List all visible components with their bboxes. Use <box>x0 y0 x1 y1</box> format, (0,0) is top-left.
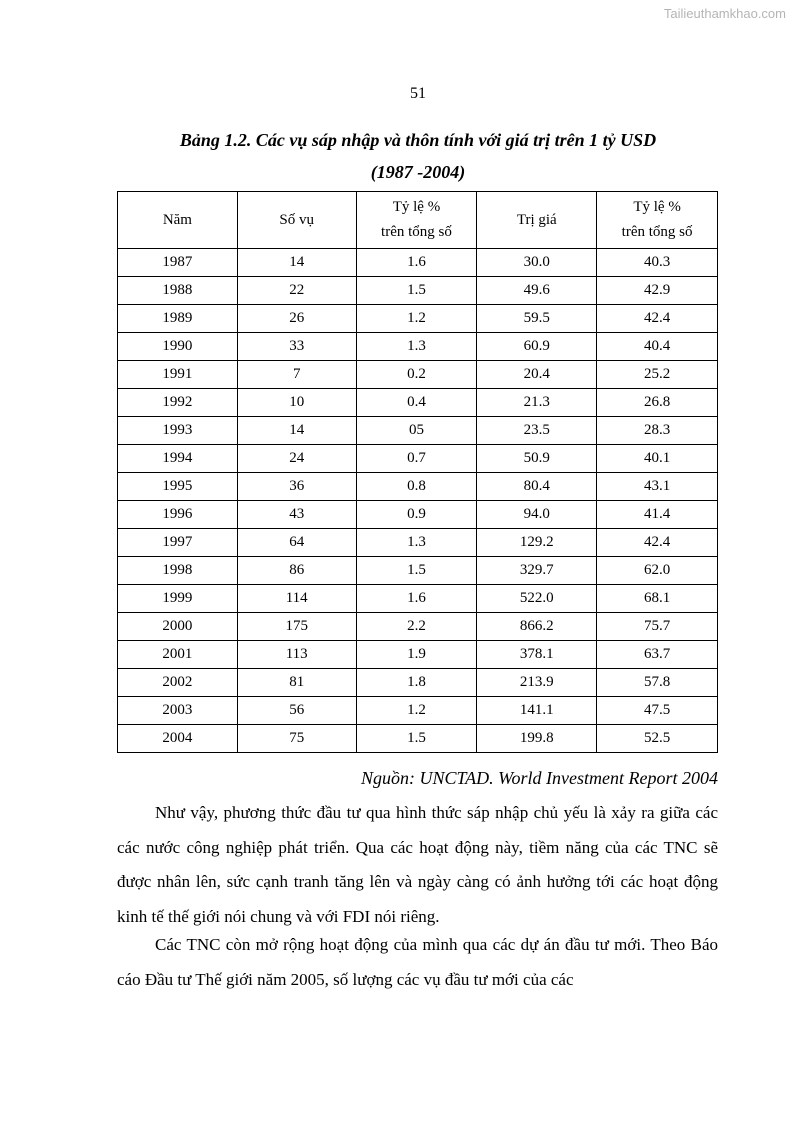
table-caption-years: (1987 -2004) <box>370 162 466 182</box>
table-row <box>118 277 718 305</box>
cell-value-percent: 26.8 <box>597 389 718 417</box>
cell-count-percent: 1.5 <box>356 725 477 753</box>
table-row <box>118 305 718 333</box>
table-row <box>118 473 718 501</box>
cell-count: 14 <box>237 417 356 445</box>
cell-value-percent: 40.4 <box>597 333 718 361</box>
cell-value: 50.9 <box>477 445 597 473</box>
cell-value: 59.5 <box>477 305 597 333</box>
cell-count: 36 <box>237 473 356 501</box>
cell-value-percent: 42.4 <box>597 529 718 557</box>
watermark-text: Tailieuthamkhao.com <box>663 6 786 21</box>
cell-value-percent: 47.5 <box>597 697 718 725</box>
cell-count-percent: 0.2 <box>356 361 477 389</box>
cell-value-percent: 68.1 <box>597 585 718 613</box>
cell-count: 24 <box>237 445 356 473</box>
header-value-percent-line1: Tỷ lệ % <box>633 199 681 215</box>
cell-year: 1991 <box>118 361 238 389</box>
table-body <box>118 249 718 753</box>
cell-year: 1992 <box>118 389 238 417</box>
table-row <box>118 669 718 697</box>
table-row <box>118 445 718 473</box>
cell-year: 1997 <box>118 529 238 557</box>
cell-count: 33 <box>237 333 356 361</box>
cell-value: 329.7 <box>477 557 597 585</box>
cell-value: 199.8 <box>477 725 597 753</box>
cell-count-percent: 0.8 <box>356 473 477 501</box>
table-row <box>118 501 718 529</box>
source-note: Nguồn: UNCTAD. World Investment Report 2004 <box>361 768 718 788</box>
cell-value: 378.1 <box>477 641 597 669</box>
cell-count-percent: 1.5 <box>356 557 477 585</box>
header-count-percent-line1: Tỷ lệ % <box>392 199 441 215</box>
cell-count: 43 <box>237 501 356 529</box>
cell-count: 175 <box>237 613 356 641</box>
cell-count-percent: 0.4 <box>356 389 477 417</box>
cell-value: 23.5 <box>477 417 597 445</box>
cell-count-percent: 1.6 <box>356 249 477 277</box>
cell-count-percent: 1.3 <box>356 529 477 557</box>
cell-year: 1995 <box>118 473 238 501</box>
cell-value-percent: 41.4 <box>597 501 718 529</box>
cell-year: 1989 <box>118 305 238 333</box>
cell-count: 113 <box>237 641 356 669</box>
page-number: 51 <box>410 85 426 102</box>
cell-year: 2004 <box>118 725 238 753</box>
cell-value: 213.9 <box>477 669 597 697</box>
cell-value-percent: 40.3 <box>597 249 718 277</box>
header-value-percent-line2: trên tổng số <box>621 224 693 240</box>
cell-count: 10 <box>237 389 356 417</box>
cell-year: 1993 <box>118 417 238 445</box>
cell-value: 20.4 <box>477 361 597 389</box>
table-row <box>118 641 718 669</box>
merger-table <box>117 191 718 753</box>
cell-count: 75 <box>237 725 356 753</box>
cell-year: 1999 <box>118 585 238 613</box>
table-row <box>118 249 718 277</box>
header-year: Năm <box>118 192 238 249</box>
cell-count: 7 <box>237 361 356 389</box>
cell-count: 114 <box>237 585 356 613</box>
header-count: Số vụ <box>237 192 356 249</box>
cell-count-percent: 1.3 <box>356 333 477 361</box>
cell-value: 80.4 <box>477 473 597 501</box>
body-paragraph-2: Các TNC còn mở rộng hoạt động của mình qua các dự án đầu tư mới. Theo Báo cáo Đầu tư Thế giới năm 2005, số lượng các vụ đầu tư mới của các <box>117 935 718 989</box>
table-row <box>118 557 718 585</box>
table-row <box>118 361 718 389</box>
table-row <box>118 529 718 557</box>
cell-year: 1996 <box>118 501 238 529</box>
cell-count: 81 <box>237 669 356 697</box>
header-value: Trị giá <box>477 192 597 249</box>
cell-value: 866.2 <box>477 613 597 641</box>
table-row <box>118 333 718 361</box>
cell-year: 2002 <box>118 669 238 697</box>
cell-count-percent: 1.2 <box>356 697 477 725</box>
cell-year: 1994 <box>118 445 238 473</box>
cell-year: 1990 <box>118 333 238 361</box>
table-row <box>118 585 718 613</box>
cell-value-percent: 63.7 <box>597 641 718 669</box>
cell-count-percent: 0.7 <box>356 445 477 473</box>
cell-count: 14 <box>237 249 356 277</box>
cell-year: 1988 <box>118 277 238 305</box>
cell-value-percent: 42.9 <box>597 277 718 305</box>
table-row <box>118 613 718 641</box>
cell-value: 141.1 <box>477 697 597 725</box>
cell-value: 522.0 <box>477 585 597 613</box>
cell-value-percent: 43.1 <box>597 473 718 501</box>
cell-count-percent: 1.2 <box>356 305 477 333</box>
header-value-percent <box>597 192 718 249</box>
table-row <box>118 697 718 725</box>
cell-count: 56 <box>237 697 356 725</box>
cell-count: 86 <box>237 557 356 585</box>
cell-value: 94.0 <box>477 501 597 529</box>
cell-value: 60.9 <box>477 333 597 361</box>
cell-value-percent: 75.7 <box>597 613 718 641</box>
cell-year: 2000 <box>118 613 238 641</box>
cell-year: 2001 <box>118 641 238 669</box>
cell-count-percent: 05 <box>356 417 477 445</box>
table-row <box>118 417 718 445</box>
cell-value-percent: 25.2 <box>597 361 718 389</box>
cell-value-percent: 52.5 <box>597 725 718 753</box>
cell-value-percent: 28.3 <box>597 417 718 445</box>
cell-count: 22 <box>237 277 356 305</box>
cell-year: 1987 <box>118 249 238 277</box>
cell-year: 1998 <box>118 557 238 585</box>
cell-value-percent: 57.8 <box>597 669 718 697</box>
cell-value-percent: 40.1 <box>597 445 718 473</box>
cell-value: 129.2 <box>477 529 597 557</box>
cell-count-percent: 1.8 <box>356 669 477 697</box>
table-header-row <box>118 192 718 249</box>
body-paragraph-1: Như vậy, phương thức đầu tư qua hình thức sáp nhập chủ yếu là xảy ra giữa các các nước công nghiệp phát triển. Qua các hoạt động này, tiềm năng của các TNC sẽ được nhân lên, sức cạnh tranh tăng lên và ngày càng có ảnh hưởng tới các hoạt động kinh tế thế giới nói chung và với FDI nói riêng. <box>117 803 718 926</box>
header-count-percent-line2: trên tổng số <box>381 224 452 240</box>
cell-value-percent: 42.4 <box>597 305 718 333</box>
header-count-percent <box>356 192 477 249</box>
cell-year: 2003 <box>118 697 238 725</box>
cell-count-percent: 2.2 <box>356 613 477 641</box>
cell-count-percent: 0.9 <box>356 501 477 529</box>
cell-value: 21.3 <box>477 389 597 417</box>
cell-count: 26 <box>237 305 356 333</box>
cell-count: 64 <box>237 529 356 557</box>
cell-count-percent: 1.6 <box>356 585 477 613</box>
cell-value: 49.6 <box>477 277 597 305</box>
cell-value: 30.0 <box>477 249 597 277</box>
cell-count-percent: 1.5 <box>356 277 477 305</box>
table-caption: Bảng 1.2. Các vụ sáp nhập và thôn tính với giá trị trên 1 tỷ USD <box>179 130 657 150</box>
cell-value-percent: 62.0 <box>597 557 718 585</box>
cell-count-percent: 1.9 <box>356 641 477 669</box>
table-row <box>118 725 718 753</box>
table-row <box>118 389 718 417</box>
